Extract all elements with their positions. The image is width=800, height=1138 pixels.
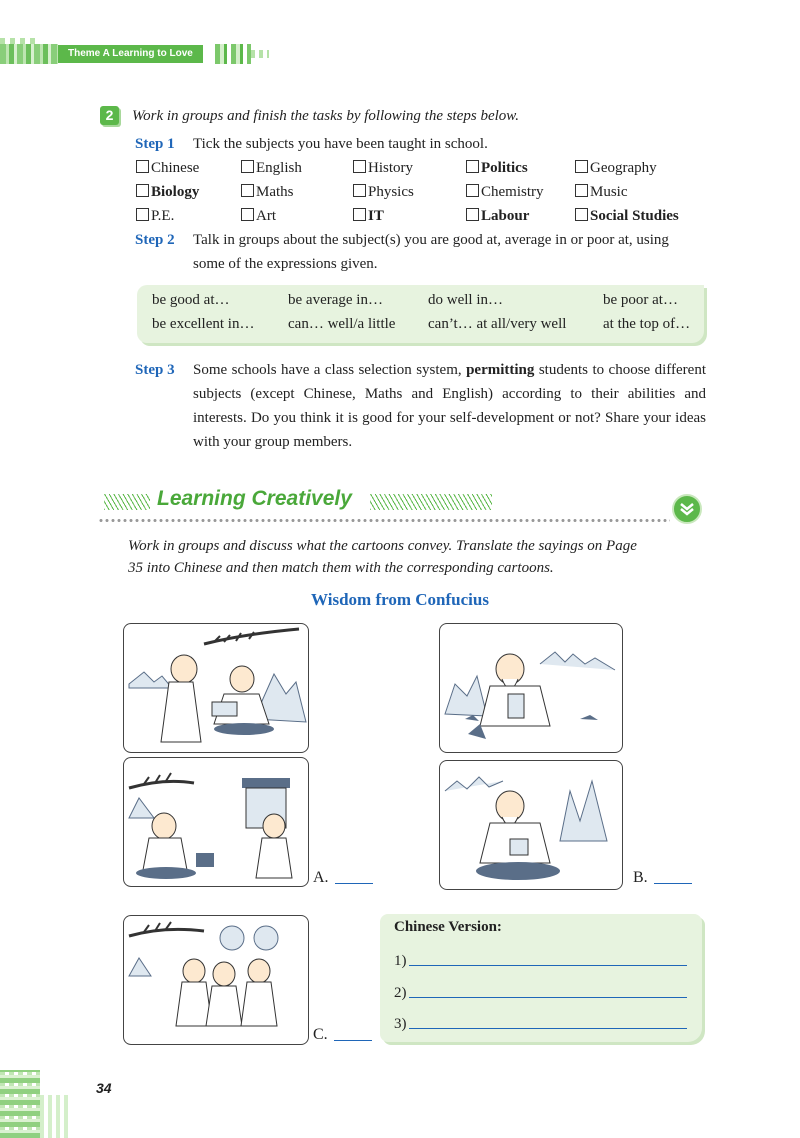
checkbox-square[interactable]	[575, 160, 588, 173]
subject-checkbox-english[interactable]	[241, 160, 302, 177]
section-title: Learning Creatively	[157, 487, 352, 510]
theme-tag: Theme A Learning to Love	[58, 45, 203, 63]
phrase-item: be excellent in…	[152, 316, 255, 332]
answer-b: B.	[633, 869, 692, 887]
phrase-item: can’t… at all/very well	[428, 316, 567, 332]
step2-line1: Talk in groups about the subject(s) you are good at, average in or poor at, using	[193, 232, 669, 248]
step2-label: Step 2	[135, 232, 175, 248]
subject-checkbox-maths[interactable]	[241, 184, 294, 201]
page-number: 34	[96, 1080, 112, 1096]
phrase-item: be poor at…	[603, 292, 678, 308]
step3-label: Step 3	[135, 362, 175, 378]
checkbox-square[interactable]	[241, 184, 254, 197]
checkbox-square[interactable]	[353, 160, 366, 173]
step3-bold-word: permitting	[466, 362, 535, 378]
subject-label: Physics	[368, 184, 414, 200]
checkbox-square[interactable]	[466, 184, 479, 197]
subject-label: Labour	[481, 208, 530, 224]
subject-checkbox-politics[interactable]	[466, 160, 528, 177]
cartoon-5-illustration	[123, 915, 309, 1045]
answer-a-blank[interactable]	[335, 869, 373, 884]
subject-label: P.E.	[151, 208, 175, 224]
subject-checkbox-geography[interactable]	[575, 160, 657, 177]
lc-instruction-line1: Work in groups and discuss what the cartoons convey. Translate the sayings on Page	[128, 538, 637, 554]
subject-checkbox-p-e[interactable]	[136, 208, 174, 225]
checkbox-square[interactable]	[241, 208, 254, 221]
checkbox-square[interactable]	[466, 160, 479, 173]
phrase-item: can… well/a little	[288, 316, 396, 332]
checkbox-square[interactable]	[575, 184, 588, 197]
subject-label: Biology	[151, 184, 200, 200]
subject-label: Chemistry	[481, 184, 544, 200]
phrase-item: at the top of…	[603, 316, 691, 332]
chinese-version-title: Chinese Version:	[394, 919, 502, 935]
checkbox-square[interactable]	[353, 208, 366, 221]
subject-label: IT	[368, 208, 384, 224]
subject-label: Politics	[481, 160, 528, 176]
cartoon-3-illustration	[123, 757, 309, 887]
step2-line2: some of the expressions given.	[193, 256, 378, 272]
phrase-item: be average in…	[288, 292, 383, 308]
checkbox-square[interactable]	[575, 208, 588, 221]
phrase-item: do well in…	[428, 292, 503, 308]
subject-checkbox-biology[interactable]	[136, 184, 199, 201]
cartoon-2-illustration	[439, 623, 623, 753]
step3-text: Some schools have a class selection system, permitting students to choose different subjects (except Chinese, Maths and English) according to their abilities and interests. Do you think it is good for your self-development or not? Share your ideas with your group members.	[193, 362, 706, 450]
subject-label: English	[256, 160, 302, 176]
cartoon-4-illustration	[439, 760, 623, 890]
dotted-divider	[98, 518, 670, 523]
subtitle-wisdom: Wisdom from Confucius	[311, 590, 489, 609]
subject-checkbox-social-studies[interactable]	[575, 208, 679, 225]
subject-checkbox-chemistry[interactable]	[466, 184, 544, 201]
answer-c-blank[interactable]	[334, 1026, 372, 1041]
subject-checkbox-music[interactable]	[575, 184, 628, 201]
answer-b-blank[interactable]	[654, 869, 692, 884]
answer-a: A.	[313, 869, 373, 887]
subject-label: Geography	[590, 160, 657, 176]
subject-label: Music	[590, 184, 628, 200]
subject-label: Social Studies	[590, 208, 679, 224]
chinese-version-line-2[interactable]: 2)	[394, 984, 687, 1002]
subject-checkbox-art[interactable]	[241, 208, 276, 225]
chinese-version-line-1[interactable]: 1)	[394, 952, 687, 970]
subject-label: Chinese	[151, 160, 200, 176]
step1-label: Step 1	[135, 136, 175, 152]
cartoon-1-illustration	[123, 623, 309, 753]
step1-text: Tick the subjects you have been taught in school.	[193, 136, 488, 152]
subject-label: Maths	[256, 184, 294, 200]
subject-checkbox-chinese[interactable]	[136, 160, 199, 177]
subject-checkbox-it[interactable]	[353, 208, 384, 225]
checkbox-square[interactable]	[136, 160, 149, 173]
chinese-version-line-3[interactable]: 3)	[394, 1015, 687, 1033]
subject-checkbox-physics[interactable]	[353, 184, 414, 201]
heading-stripes-right	[370, 494, 492, 510]
lc-instruction-line2: 35 into Chinese and then match them with the corresponding cartoons.	[128, 560, 554, 576]
subject-label: History	[368, 160, 413, 176]
chevron-down-icon[interactable]	[672, 494, 702, 524]
checkbox-square[interactable]	[466, 208, 479, 221]
subject-label: Art	[256, 208, 276, 224]
checkbox-square[interactable]	[241, 160, 254, 173]
task-number-badge: 2	[100, 106, 119, 125]
phrase-item: be good at…	[152, 292, 230, 308]
subject-checkbox-labour[interactable]	[466, 208, 529, 225]
answer-c: C.	[313, 1026, 372, 1044]
checkbox-square[interactable]	[353, 184, 366, 197]
checkbox-square[interactable]	[136, 184, 149, 197]
heading-stripes-left	[104, 494, 150, 510]
subject-checkbox-history[interactable]	[353, 160, 413, 177]
task2-instruction: Work in groups and finish the tasks by following the steps below.	[132, 108, 519, 124]
checkbox-square[interactable]	[136, 208, 149, 221]
